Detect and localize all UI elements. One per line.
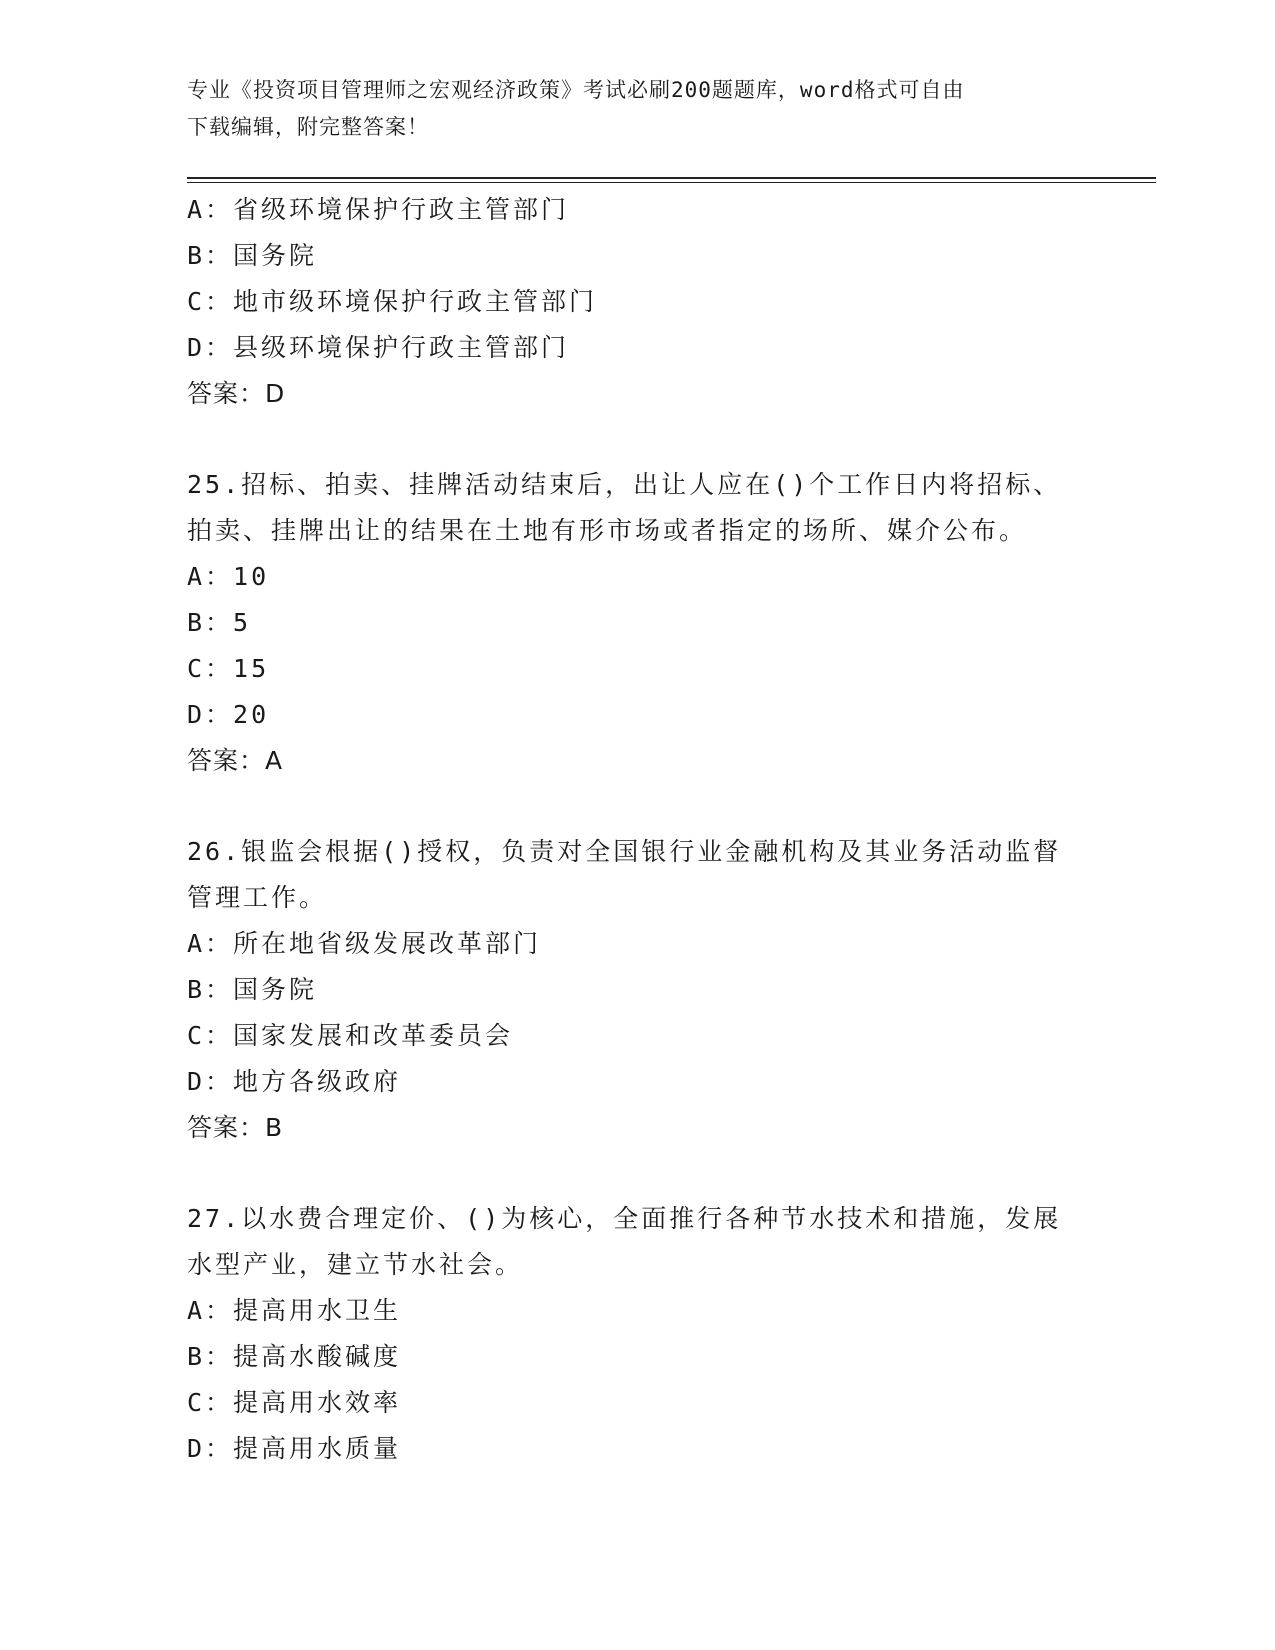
question-26 xyxy=(187,829,1087,1151)
option-a: A：省级环境保护行政主管部门 xyxy=(187,195,570,224)
header-line-2: 下载编辑，附完整答案！ xyxy=(187,115,429,139)
spacer xyxy=(187,784,1087,829)
header-line-1: 专业《投资项目管理师之宏观经济政策》考试必刷200题题库，word格式可自由 xyxy=(187,78,965,102)
option-d: D：提高用水质量 xyxy=(187,1434,402,1463)
question-list xyxy=(187,187,1087,1472)
option-a: A：提高用水卫生 xyxy=(187,1296,402,1325)
question-stem-line-2: 管理工作。 xyxy=(187,883,328,912)
option-b: B：国务院 xyxy=(187,975,318,1004)
option-c: C：15 xyxy=(187,654,270,683)
answer-line: 答案：B xyxy=(187,1113,284,1142)
question-stem-line-1: 27.以水费合理定价、()为核心，全面推行各种节水技术和措施，发展 xyxy=(187,1204,1062,1233)
option-c: C：提高用水效率 xyxy=(187,1388,402,1417)
option-d: D：地方各级政府 xyxy=(187,1067,402,1096)
question-stem-line-2: 水型产业，建立节水社会。 xyxy=(187,1250,524,1279)
document-header xyxy=(187,72,1087,146)
question-25 xyxy=(187,462,1087,784)
option-b: B：国务院 xyxy=(187,241,318,270)
option-b: B：提高水酸碱度 xyxy=(187,1342,402,1371)
header-divider-thin xyxy=(187,182,1156,183)
question-27 xyxy=(187,1196,1087,1472)
answer-line: 答案：A xyxy=(187,746,284,775)
option-b: B：5 xyxy=(187,608,252,637)
header-divider-thick xyxy=(187,177,1156,179)
spacer xyxy=(187,417,1087,462)
spacer xyxy=(187,1151,1087,1196)
answer-line: 答案：D xyxy=(187,379,286,408)
option-a: A：10 xyxy=(187,562,270,591)
question-24-partial xyxy=(187,187,1087,417)
option-d: D：县级环境保护行政主管部门 xyxy=(187,333,570,362)
option-d: D：20 xyxy=(187,700,270,729)
question-stem-line-1: 26.银监会根据()授权，负责对全国银行业金融机构及其业务活动监督 xyxy=(187,837,1062,866)
option-a: A：所在地省级发展改革部门 xyxy=(187,929,542,958)
option-c: C：地市级环境保护行政主管部门 xyxy=(187,287,598,316)
option-c: C：国家发展和改革委员会 xyxy=(187,1021,514,1050)
question-stem-line-1: 25.招标、拍卖、挂牌活动结束后，出让人应在()个工作日内将招标、 xyxy=(187,470,1062,499)
question-stem-line-2: 拍卖、挂牌出让的结果在土地有形市场或者指定的场所、媒介公布。 xyxy=(187,516,1028,545)
